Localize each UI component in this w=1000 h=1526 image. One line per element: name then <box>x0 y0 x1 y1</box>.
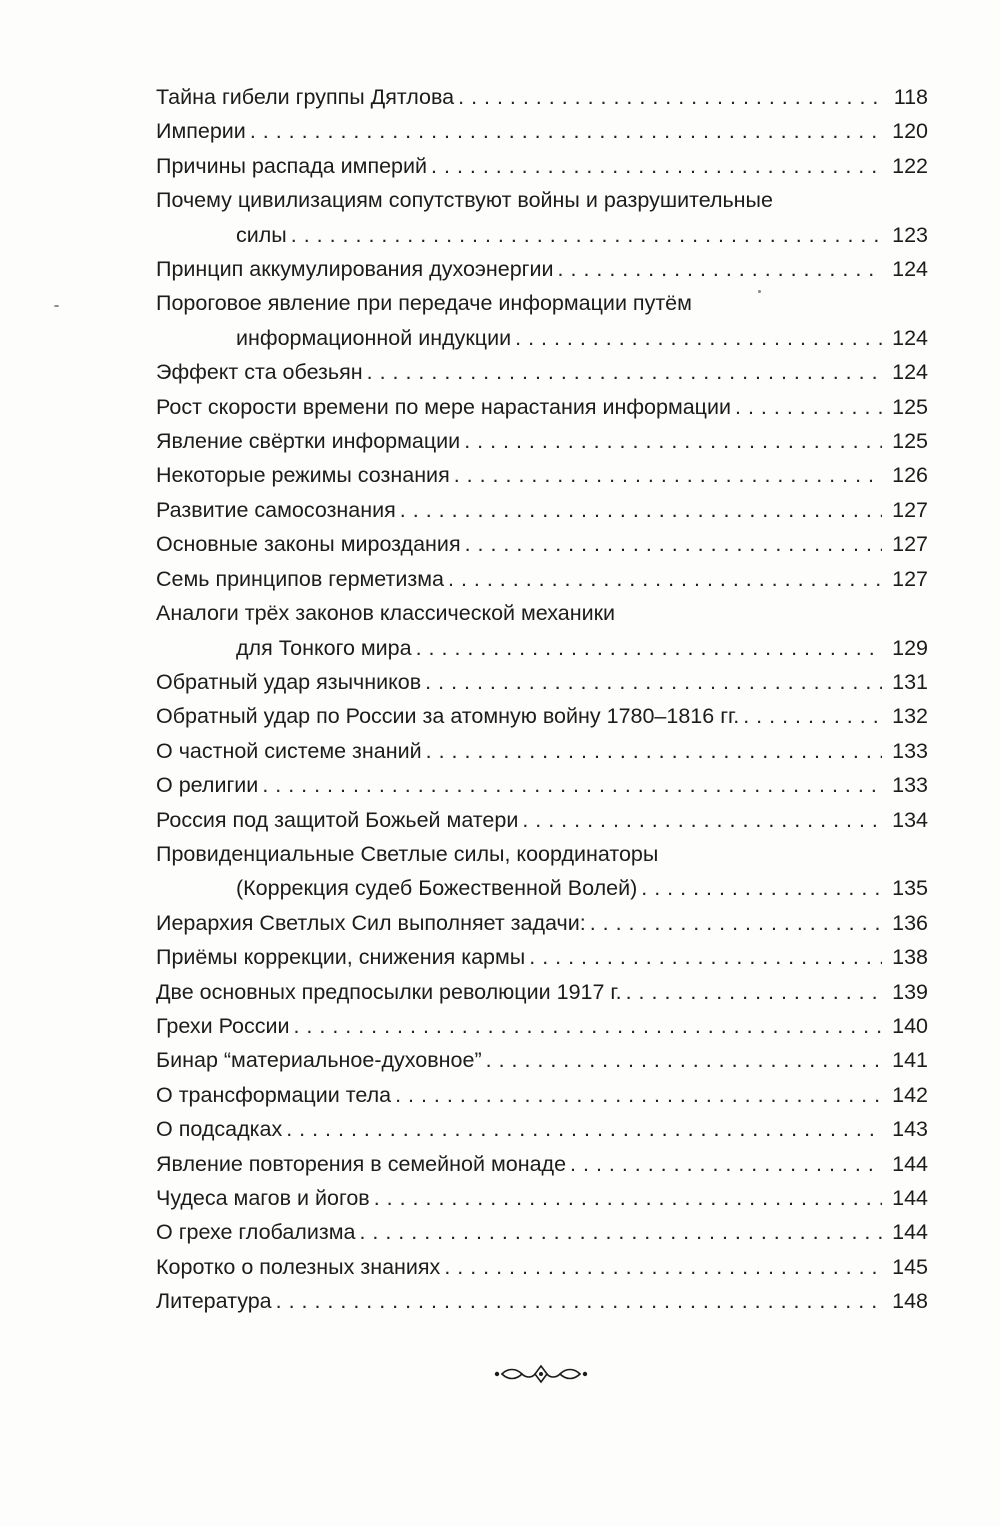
toc-entry-title: Коротко о полезных знаниях <box>156 1254 441 1279</box>
toc-entry-title: Россия под защитой Божьей матери <box>156 807 519 832</box>
toc-page-number: 136 <box>892 910 928 935</box>
toc-entry <box>156 1078 928 1112</box>
toc-page-number: 129 <box>892 635 928 660</box>
toc-entry <box>156 1250 928 1284</box>
toc-entry <box>156 458 928 492</box>
toc-page-number: 127 <box>892 497 928 522</box>
toc-entry-title: Явление повторения в семейной монаде <box>156 1151 567 1176</box>
toc-entry <box>156 1009 928 1043</box>
dot-leader <box>626 975 882 1009</box>
toc-page-number: 131 <box>892 669 928 694</box>
toc-page-number: 143 <box>892 1117 928 1142</box>
toc-page-number: 126 <box>892 463 928 488</box>
toc-page-number: 127 <box>892 566 928 591</box>
toc-entry <box>156 114 928 148</box>
toc-entry-title: Тайна гибели группы Дятлова <box>156 85 455 109</box>
toc-entry-title: Основные законы мироздания <box>156 532 461 557</box>
toc-entry-title: Семь принципов герметизма <box>156 566 445 591</box>
dot-leader <box>529 940 882 974</box>
toc-entry-title: О подсадках <box>156 1117 283 1142</box>
dot-leader <box>250 114 882 148</box>
dot-leader <box>286 1112 882 1146</box>
toc-entry-title: Обратный удар по России за атомную войну 1780–1816 гг. <box>156 704 740 729</box>
toc-page-number: 142 <box>892 1082 928 1107</box>
toc-entry-title: Некоторые режимы сознания <box>156 463 450 488</box>
dot-leader <box>367 355 882 389</box>
toc-page-number: 127 <box>892 532 928 557</box>
toc-entry-title: Рост скорости времени по мере нарастания информации <box>156 394 732 419</box>
dot-leader <box>293 1009 882 1043</box>
dot-leader <box>276 1284 882 1318</box>
toc-page-number: 132 <box>892 704 928 729</box>
toc-entry <box>156 183 928 252</box>
toc-page-number: 133 <box>892 738 928 763</box>
toc-entry <box>156 527 928 561</box>
toc-page-number: 138 <box>892 945 928 970</box>
table-of-contents <box>156 80 928 1319</box>
toc-page-number: 118 <box>893 85 928 109</box>
toc-entry <box>156 699 928 733</box>
toc-entry <box>156 940 928 974</box>
toc-entry <box>156 906 928 940</box>
scan-speck <box>54 305 59 307</box>
toc-page-number: 145 <box>892 1254 928 1279</box>
toc-entry <box>156 1215 928 1249</box>
toc-entry-title: О частной системе знаний <box>156 738 422 763</box>
toc-entry <box>156 1181 928 1215</box>
scan-speck <box>758 290 761 293</box>
toc-entry <box>156 355 928 389</box>
toc-page-number: 122 <box>892 153 928 178</box>
toc-entry <box>156 768 928 802</box>
toc-entry <box>156 734 928 768</box>
dot-leader <box>448 562 882 596</box>
toc-entry-title: Обратный удар язычников <box>156 669 422 694</box>
toc-entry-title: Принцип аккумулирования духоэнергии <box>156 257 554 282</box>
toc-page-number: 124 <box>892 257 928 282</box>
toc-entry <box>156 562 928 596</box>
toc-entry-title: Аналоги трёх законов классической механики <box>156 601 616 626</box>
dot-leader <box>641 871 882 905</box>
toc-page-number: 124 <box>892 360 928 385</box>
dot-leader <box>465 527 882 561</box>
toc-page-number: 139 <box>892 979 928 1004</box>
toc-page-number: 144 <box>892 1186 928 1210</box>
decorative-flourish-icon <box>494 1364 588 1384</box>
toc-entry <box>156 975 928 1009</box>
toc-entry-title: Эффект ста обезьян <box>156 360 363 385</box>
dot-leader <box>570 1147 882 1181</box>
toc-entry-title: Приёмы коррекции, снижения кармы <box>156 945 526 970</box>
toc-entry <box>156 286 928 355</box>
dot-leader <box>558 252 882 286</box>
dot-leader <box>291 218 882 252</box>
toc-entry-title-continuation: для Тонкого мира <box>236 635 412 660</box>
toc-entry <box>156 252 928 286</box>
toc-page-number: 133 <box>892 773 928 798</box>
toc-entry-title: О грехе глобализма <box>156 1220 356 1245</box>
dot-leader <box>416 631 882 665</box>
toc-entry-title: О трансформации тела <box>156 1082 392 1107</box>
dot-leader <box>515 321 882 355</box>
dot-leader <box>425 665 882 699</box>
toc-page-number: 125 <box>892 394 928 419</box>
dot-leader <box>359 1215 882 1249</box>
toc-entry-title: Причины распада империй <box>156 153 428 178</box>
toc-page-number: 148 <box>892 1289 928 1314</box>
toc-page-number: 120 <box>892 119 928 144</box>
toc-entry-title: Две основных предпосылки революции 1917 г. <box>156 979 622 1004</box>
toc-entry <box>156 665 928 699</box>
toc-page-number: 144 <box>892 1220 928 1245</box>
toc-entry-title: Бинар “материальное-духовное” <box>156 1048 482 1073</box>
dot-leader <box>522 803 882 837</box>
dot-leader <box>400 493 882 527</box>
toc-entry-title: Развитие самосознания <box>156 497 396 522</box>
dot-leader <box>262 768 882 802</box>
toc-entry-title: Империи <box>156 119 246 144</box>
dot-leader <box>486 1043 882 1077</box>
toc-entry <box>156 596 928 665</box>
toc-entry <box>156 390 928 424</box>
dot-leader <box>426 734 882 768</box>
toc-entry <box>156 837 928 906</box>
dot-leader <box>590 906 882 940</box>
toc-entry-title: О религии <box>156 773 259 798</box>
toc-page-number: 134 <box>892 807 928 832</box>
dot-leader <box>735 390 882 424</box>
toc-entry <box>156 80 928 114</box>
toc-entry-title-continuation: силы <box>236 222 287 247</box>
toc-entry <box>156 149 928 183</box>
toc-entry-title: Провиденциальные Светлые силы, координаторы <box>156 841 659 866</box>
dot-leader <box>458 80 882 114</box>
dot-leader <box>395 1078 882 1112</box>
toc-entry <box>156 493 928 527</box>
toc-page-number: 123 <box>892 222 928 247</box>
toc-page-number: 125 <box>892 429 928 454</box>
toc-entry <box>156 1112 928 1146</box>
dot-leader <box>444 1250 882 1284</box>
toc-entry-title: Почему цивилизациям сопутствуют войны и разрушительные <box>156 188 773 213</box>
toc-page-number: 141 <box>892 1048 928 1073</box>
toc-entry <box>156 1284 928 1318</box>
toc-entry <box>156 424 928 458</box>
toc-entry <box>156 1043 928 1077</box>
toc-entry-title-continuation: (Коррекция судеб Божественной Волей) <box>236 876 638 901</box>
dot-leader <box>464 424 882 458</box>
toc-entry-title: Чудеса магов и йогов <box>156 1186 370 1210</box>
toc-entry-title-continuation: информационной индукции <box>236 325 512 350</box>
toc-entry-title: Литература <box>156 1289 272 1314</box>
toc-page-number: 140 <box>892 1013 928 1038</box>
toc-entry-title: Пороговое явление при передаче информации путём <box>156 291 692 316</box>
dot-leader <box>454 458 882 492</box>
toc-entry <box>156 803 928 837</box>
toc-entry-title: Явление свёртки информации <box>156 429 461 454</box>
dot-leader <box>431 149 882 183</box>
toc-entry <box>156 1147 928 1181</box>
toc-page-number: 135 <box>892 876 928 901</box>
toc-page-number: 124 <box>892 325 928 350</box>
dot-leader <box>374 1181 882 1215</box>
dot-leader <box>743 699 882 733</box>
toc-page-number: 144 <box>892 1151 928 1176</box>
toc-entry-title: Грехи России <box>156 1013 290 1038</box>
toc-entry-title: Иерархия Светлых Сил выполняет задачи: <box>156 910 586 935</box>
